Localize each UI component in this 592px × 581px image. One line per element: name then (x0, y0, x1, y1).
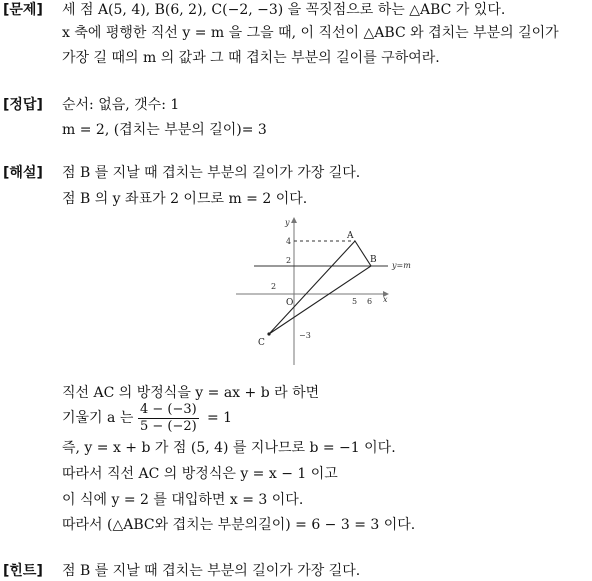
explanation-line-5: 즉, y = x + b 가 점 (5, 4) 를 지나므로 b = −1 이다. (62, 440, 396, 456)
explanation-tag: [해설] (3, 165, 43, 181)
explanation-line-4: 기울기 a 는 (62, 410, 134, 426)
tick-neg3: −3 (299, 331, 311, 340)
explanation-line-2: 점 B 의 y 좌표가 2 이므로 m = 2 이다. (62, 191, 308, 207)
label-b: B (370, 255, 377, 265)
answer-line-2: m = 2, (겹치는 부분의 길이)= 3 (62, 122, 267, 138)
y-axis-label: y (285, 218, 290, 227)
answer-line-1: 순서: 없음, 갯수: 1 (62, 97, 180, 113)
label-c: C (258, 338, 265, 348)
answer-tag: [정답] (3, 97, 43, 113)
slope-fraction (138, 402, 199, 435)
line-y-m-label: y=m (392, 261, 411, 270)
explanation-line-7: 이 식에 y = 2 를 대입하면 x = 3 이다. (62, 492, 304, 508)
problem-line-2: x 축에 평행한 직선 y = m 을 그을 때, 이 직선이 △ABC 와 겹치는 부분의 길이가 (62, 25, 559, 41)
label-a: A (347, 231, 354, 241)
fraction-numerator: 4 − (−3) (140, 402, 197, 417)
fraction-denominator: 5 − (−2) (140, 419, 197, 434)
explanation-line-3: 직선 AC 의 방정식을 y = ax + b 라 하면 (62, 385, 320, 401)
problem-line-3: 가장 길 때의 m 의 값과 그 때 겹치는 부분의 길이를 구하여라. (62, 50, 440, 66)
explanation-line-6: 따라서 직선 AC 의 방정식은 y = x − 1 이고 (62, 466, 338, 482)
tick-6: 6 (367, 297, 373, 306)
tick-x2: 2 (271, 282, 277, 291)
problem-line-1: 세 점 A(5, 4), B(6, 2), C(−2, −3) 을 꼭짓점으로 하는 △ABC 가 있다. (62, 2, 506, 18)
triangle-abc (269, 241, 371, 334)
explanation-line-8: 따라서 (△ABC와 겹치는 부분의길이) = 6 − 3 = 3 이다. (62, 517, 416, 533)
explanation-line-1: 점 B 를 지날 때 겹치는 부분의 길이가 가장 길다. (62, 165, 361, 181)
hint-line-1: 점 B 를 지날 때 겹치는 부분의 길이가 가장 길다. (62, 563, 361, 579)
origin-label: O (286, 298, 294, 308)
problem-tag: [문제] (3, 2, 43, 18)
tick-2: 2 (286, 256, 292, 265)
hint-tag: [힌트] (3, 563, 43, 579)
tick-4: 4 (286, 237, 292, 246)
point-c (267, 332, 270, 335)
explanation-line-4b: = 1 (207, 410, 233, 426)
x-axis-label: x (383, 295, 388, 304)
tick-5: 5 (352, 297, 358, 306)
